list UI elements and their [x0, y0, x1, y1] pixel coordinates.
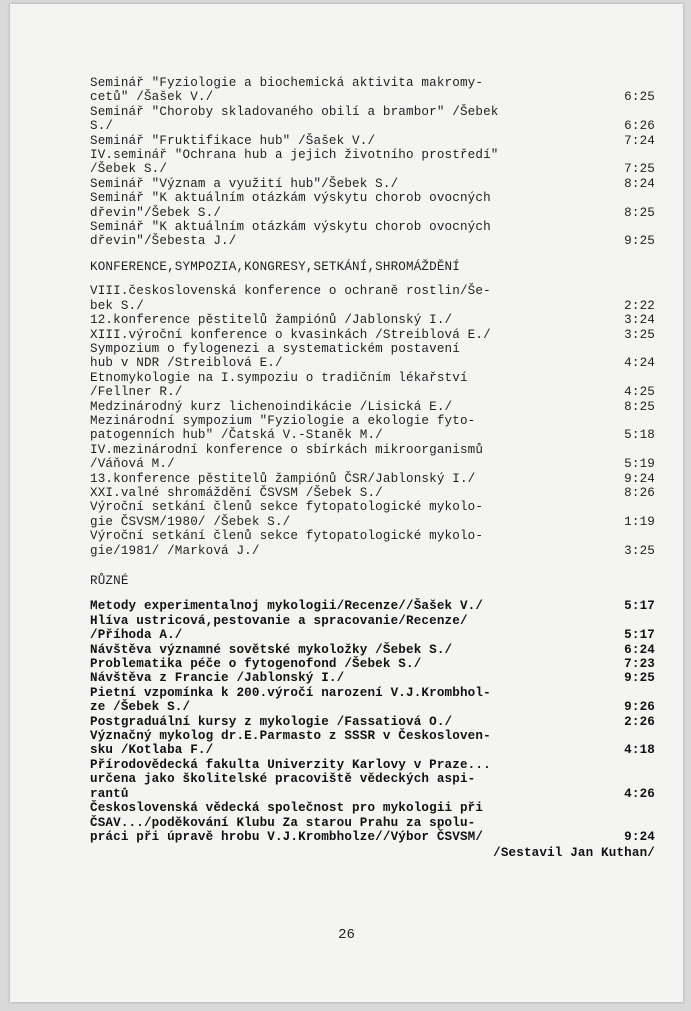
- misc-entry-title: Problematika péče o fytogenofond /Šebek S./: [90, 657, 422, 672]
- misc-entry-issue-page: 7:23: [624, 657, 655, 672]
- conference-entry: [90, 500, 655, 529]
- misc-entry: [90, 614, 655, 643]
- misc-entry-issue-page: 5:17: [624, 628, 655, 643]
- conference-entry: [90, 486, 655, 500]
- conference-entry: [90, 284, 655, 313]
- conference-entry-issue-page: 3:25: [624, 543, 655, 558]
- misc-entry-title: Metody experimentalnoj mykologii/Recenze//Šašek V./: [90, 599, 484, 614]
- misc-entry-title: Návštěva významné sovětské mykoložky /Šebek S./: [90, 642, 453, 657]
- misc-entry-issue-page: 2:26: [624, 714, 655, 729]
- misc-entry: [90, 671, 655, 685]
- conference-entry-issue-page: 8:26: [624, 485, 655, 500]
- conference-entry: [90, 529, 655, 558]
- seminar-entry-title: Seminář "K aktuálním otázkám výskytu chorob ovocných dřevin"/Šebesta J./: [90, 220, 491, 249]
- conference-entry-issue-page: 5:18: [624, 428, 655, 443]
- section-heading-conferences: KONFERENCE,SYMPOZIA,KONGRESY,SETKÁNÍ,SHROMÁŽDĚNÍ: [90, 259, 460, 274]
- conference-entry-issue-page: 1:19: [624, 514, 655, 529]
- seminar-entry-issue-page: 8:25: [624, 205, 655, 220]
- misc-entry: [90, 729, 655, 758]
- misc-entry-issue-page: 4:26: [624, 786, 655, 801]
- conference-entry-issue-page: 4:24: [624, 356, 655, 371]
- conference-entry-title: Výroční setkání členů sekce fytopatologické mykolo- gie/1981/ /Marková J./: [90, 529, 484, 558]
- seminar-entry-issue-page: 7:25: [624, 162, 655, 177]
- conference-entry-issue-page: 3:24: [624, 313, 655, 328]
- misc-entry-title: Význačný mykolog dr.E.Parmasto z SSSR v Českosloven- sku /Kotlaba F./: [90, 729, 491, 758]
- conference-entry: [90, 342, 655, 371]
- conference-entry-title: IV.mezinárodní konference o sbírkách mikroorganismů /Váňová M./: [90, 442, 484, 472]
- seminar-entry-title: Seminář "Choroby skladovaného obilí a brambor" /Šebek S./: [90, 104, 499, 134]
- misc-entry: [90, 686, 655, 715]
- compiler-signature: /Sestavil Jan Kuthan/: [493, 846, 655, 861]
- document-page: [10, 4, 683, 1002]
- conference-entry-title: VIII.československá konference o ochraně rostlin/Še- bek S./: [90, 284, 491, 313]
- seminar-entry-issue-page: 7:24: [624, 133, 655, 148]
- index-content: [90, 76, 655, 861]
- conference-entry-issue-page: 9:24: [624, 471, 655, 486]
- seminar-entry: [90, 191, 655, 220]
- seminar-entry-title: Seminář "Fruktifikace hub" /Šašek V./: [90, 133, 376, 148]
- misc-entry-title: Postgraduální kursy z mykologie /Fassatiová O./: [90, 714, 453, 729]
- conference-entry-title: Etnomykologie na I.sympoziu o tradičním lékařství /Fellner R./: [90, 370, 468, 400]
- misc-entry-issue-page: 9:25: [624, 671, 655, 686]
- conference-entry: [90, 443, 655, 472]
- page-number: 26: [338, 927, 355, 943]
- conference-entry-issue-page: 4:25: [624, 385, 655, 400]
- seminar-entry: [90, 220, 655, 249]
- conference-entry-issue-page: 8:25: [624, 399, 655, 414]
- misc-entry-issue-page: 5:17: [624, 599, 655, 614]
- misc-entry: [90, 657, 655, 671]
- misc-entry-issue-page: 9:24: [624, 829, 655, 844]
- seminar-entry-issue-page: 9:25: [624, 234, 655, 249]
- conference-entry: [90, 371, 655, 400]
- seminar-entry-title: Seminář "Fyziologie a biochemická aktivita makromy- cetů" /Šašek V./: [90, 76, 484, 105]
- conference-list: [90, 284, 655, 558]
- conference-entry-issue-page: 2:22: [624, 298, 655, 313]
- conference-entry: [90, 313, 655, 327]
- seminar-entry-title: Seminář "Význam a využití hub"/Šebek S./: [90, 176, 399, 191]
- section-heading-misc: RŮZNÉ: [90, 574, 129, 588]
- misc-entry-title: Přírodovědecká fakulta Univerzity Karlovy v Praze... určena jako školitelské pracoviště vědeckých aspi- rantů: [90, 757, 491, 801]
- misc-entry-issue-page: 9:26: [624, 700, 655, 715]
- conference-entry-title: XXI.valné shromáždění ČSVSM /Šebek S./: [90, 485, 383, 500]
- conference-entry-title: Sympozium o fylogenezi a systematickém postavení hub v NDR /Streiblová E./: [90, 341, 460, 371]
- misc-entry-title: Návštěva z Francie /Jablonský I./: [90, 671, 345, 686]
- conference-entry-title: 12.konference pěstitelů žampiónů /Jablonský I./: [90, 313, 453, 328]
- conference-entry: [90, 328, 655, 342]
- seminar-entry: [90, 148, 655, 177]
- misc-entry-title: Pietní vzpomínka k 200.výročí narození V.J.Krombhol- ze /Šebek S./: [90, 685, 491, 715]
- conference-entry-issue-page: 5:19: [624, 457, 655, 472]
- misc-entry: [90, 758, 655, 801]
- conference-entry-title: XIII.výroční konference o kvasinkách /Streiblová E./: [90, 327, 491, 342]
- conference-entry: [90, 414, 655, 443]
- conference-entry-title: 13.konference pěstitelů žampiónů ČSR/Jablonský I./: [90, 471, 476, 486]
- conference-entry-issue-page: 3:25: [624, 327, 655, 342]
- conference-entry: [90, 472, 655, 486]
- misc-entry: [90, 643, 655, 657]
- misc-entry: [90, 715, 655, 729]
- seminar-entry-issue-page: 6:26: [624, 119, 655, 134]
- misc-entry-issue-page: 6:24: [624, 642, 655, 657]
- misc-entry-issue-page: 4:18: [624, 743, 655, 758]
- seminar-entry: [90, 76, 655, 105]
- conference-entry-title: Medzinárodný kurz lichenoindikácie /Lisická E./: [90, 399, 453, 414]
- misc-entry: [90, 599, 655, 613]
- seminar-entry-title: Seminář "K aktuálním otázkám výskytu chorob ovocných dřevin"/Šebek S./: [90, 191, 491, 220]
- seminar-entry: [90, 177, 655, 191]
- seminar-entry: [90, 105, 655, 134]
- conference-entry-title: Výroční setkání členů sekce fytopatologické mykolo- gie ČSVSM/1980/ /Šebek S./: [90, 500, 484, 529]
- misc-entry-title: Československá vědecká společnost pro mykologii při ČSAV.../poděkování Klubu Za starou Prahu za spolu- práci při úpravě hrobu V.J.Krombholze//Výbor ČSVSM/: [90, 801, 484, 844]
- conference-entry: [90, 400, 655, 414]
- misc-list: [90, 599, 655, 844]
- seminar-entry: [90, 134, 655, 148]
- seminar-list: [90, 76, 655, 249]
- misc-entry-title: Hlíva ustricová,pestovanie a spracovanie/Recenze/ /Příhoda A./: [90, 613, 468, 643]
- seminar-entry-issue-page: 8:24: [624, 176, 655, 191]
- conference-entry-title: Mezinárodní sympozium "Fyziologie a ekologie fyto- patogenních hub" /Čatská V.-Staněk M./: [90, 413, 476, 443]
- misc-entry: [90, 801, 655, 844]
- seminar-entry-title: IV.seminář "Ochrana hub a jejich životního prostředí" /Šebek S./: [90, 148, 499, 177]
- seminar-entry-issue-page: 6:25: [624, 90, 655, 105]
